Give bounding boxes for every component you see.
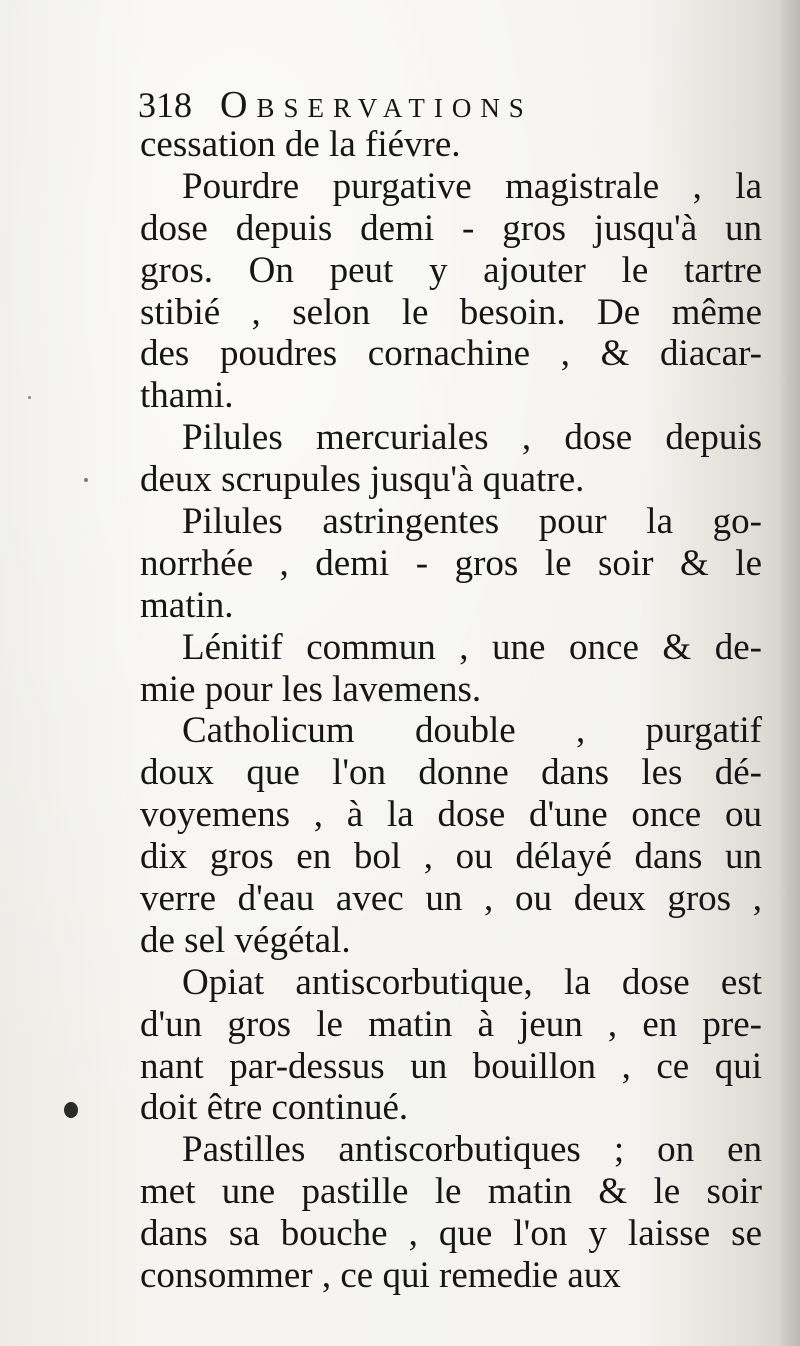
text-line: Pourdre purgative magistrale , la <box>182 165 762 207</box>
text-line: verre d'eau avec un , ou deux gros , <box>140 878 762 920</box>
text-line: Pilules mercuriales , dose depuis <box>182 417 762 459</box>
text-line: Pastilles antiscorbutiques ; on en <box>182 1129 762 1171</box>
running-title: Observations <box>220 84 533 126</box>
text-line: mie pour les lavemens. <box>140 668 482 710</box>
text-line: doux que l'on donne dans les dé- <box>140 752 762 794</box>
text-line: doit être continué. <box>140 1087 409 1129</box>
text-line: de sel végétal. <box>140 919 351 961</box>
text-line: voyemens , à la dose d'une once ou <box>140 794 762 836</box>
text-line: dans sa bouche , que l'on y laisse se <box>140 1213 762 1255</box>
ink-speck <box>28 396 31 399</box>
text-line: norrhée , demi - gros le soir & le <box>140 542 762 584</box>
text-line: stibié , selon le besoin. De même <box>140 291 762 333</box>
text-line: met une pastille le matin & le soir <box>140 1171 762 1213</box>
text-line: Opiat antiscorbutique, la dose est <box>182 961 762 1003</box>
text-line: gros. On peut y ajouter le tartre <box>140 249 762 291</box>
text-line: Catholicum double , purgatif <box>182 710 762 752</box>
text-line: thami. <box>140 375 234 417</box>
page-number: 318 <box>138 85 192 125</box>
text-line: des poudres cornachine , & diacar- <box>140 333 762 375</box>
text-line: d'un gros le matin à jeun , en pre- <box>140 1003 762 1045</box>
text-line: dix gros en bol , ou délayé dans un <box>140 836 762 878</box>
text-line: matin. <box>140 584 234 626</box>
text-line: Pilules astringentes pour la go- <box>182 501 762 543</box>
running-header <box>138 80 638 128</box>
text-line: consommer , ce qui remedie aux <box>140 1255 621 1297</box>
page-edge-shadow <box>778 0 800 1346</box>
text-line: Lénitif commun , une once & de- <box>182 626 762 668</box>
ink-speck <box>84 478 88 482</box>
text-line: deux scrupules jusqu'à quatre. <box>140 459 585 501</box>
text-line: cessation de la fiévre. <box>140 124 461 165</box>
text-line: nant par-dessus un bouillon , ce qui <box>140 1045 762 1087</box>
body-text <box>140 124 762 1297</box>
text-line: dose depuis demi - gros jusqu'à un <box>140 207 762 249</box>
ink-speck <box>64 1102 78 1118</box>
